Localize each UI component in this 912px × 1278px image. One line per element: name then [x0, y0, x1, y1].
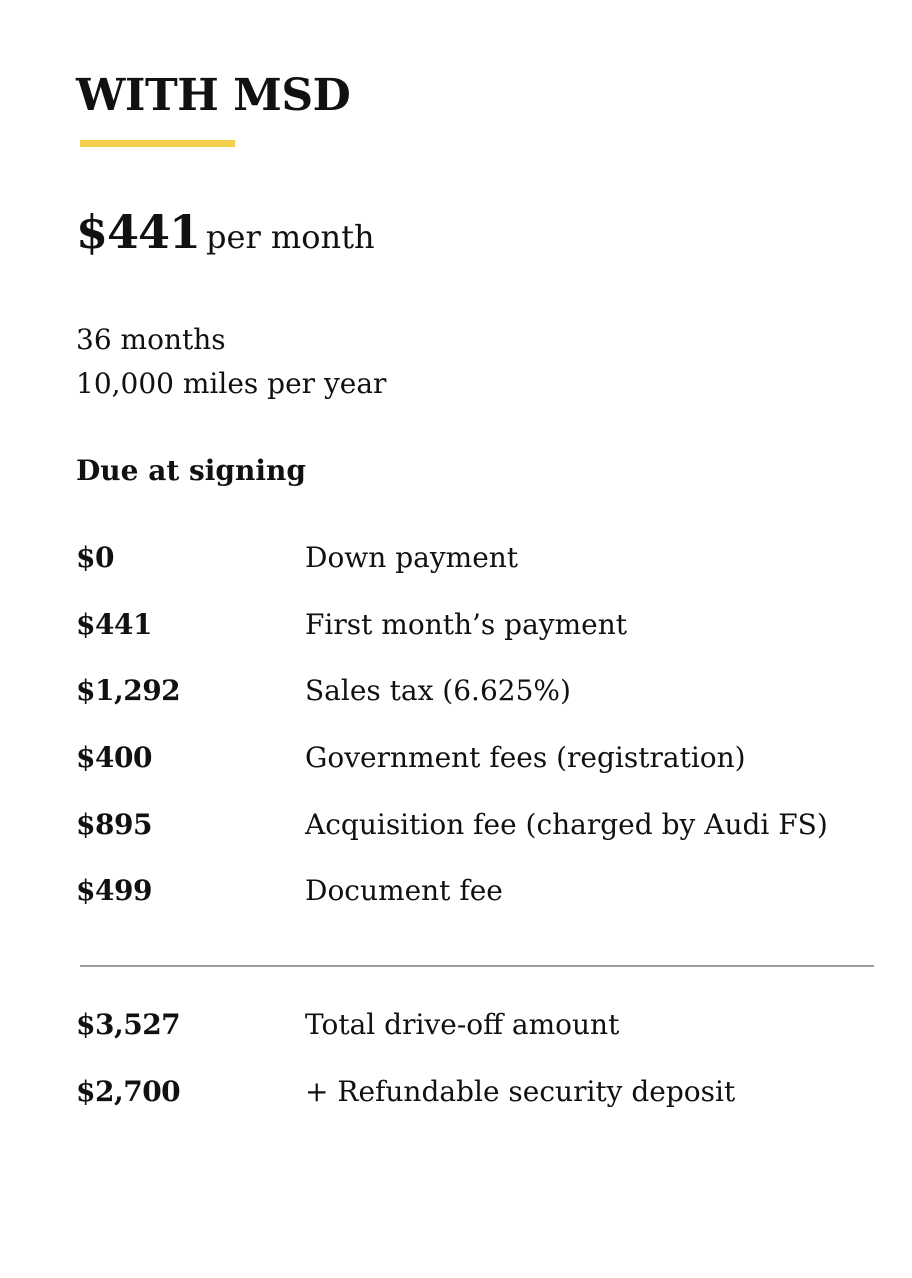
- fee-label: First month’s payment: [305, 608, 628, 641]
- title-accent-underline: [80, 140, 235, 147]
- total-row-security-deposit: [76, 1070, 876, 1114]
- fee-row-first-month: [76, 603, 876, 647]
- lease-duration: 36 months: [76, 323, 226, 356]
- monthly-price-amount: $441: [76, 205, 201, 259]
- fee-amount: $400: [76, 741, 152, 774]
- fee-row-acquisition-fee: [76, 803, 876, 847]
- lease-mileage: 10,000 miles per year: [76, 367, 387, 400]
- due-at-signing-heading: Due at signing: [76, 454, 306, 487]
- fee-row-sales-tax: [76, 669, 876, 713]
- fee-amount: $895: [76, 808, 152, 841]
- section-title: WITH MSD: [76, 70, 351, 121]
- fee-label: Sales tax (6.625%): [305, 674, 571, 707]
- total-amount: $3,527: [76, 1008, 181, 1041]
- fee-amount: $499: [76, 874, 152, 907]
- total-row-drive-off: [76, 1003, 876, 1047]
- fee-row-government-fees: [76, 736, 876, 780]
- fee-label: Acquisition fee (charged by Audi FS): [305, 808, 828, 841]
- monthly-price: [76, 200, 375, 275]
- fee-amount: $0: [76, 541, 114, 574]
- fee-amount: $1,292: [76, 674, 181, 707]
- fee-amount: $441: [76, 608, 152, 641]
- fee-label: Government fees (registration): [305, 741, 746, 774]
- fee-row-document-fee: [76, 869, 876, 913]
- fee-label: Down payment: [305, 541, 519, 574]
- total-amount: $2,700: [76, 1075, 181, 1108]
- totals-divider: [80, 965, 874, 967]
- fee-row-down-payment: [76, 536, 876, 580]
- lease-terms: [76, 318, 386, 406]
- fee-label: Document fee: [305, 874, 503, 907]
- monthly-price-unit: per month: [206, 218, 375, 256]
- total-label: Total drive-off amount: [305, 1008, 620, 1041]
- total-label: + Refundable security deposit: [305, 1075, 736, 1108]
